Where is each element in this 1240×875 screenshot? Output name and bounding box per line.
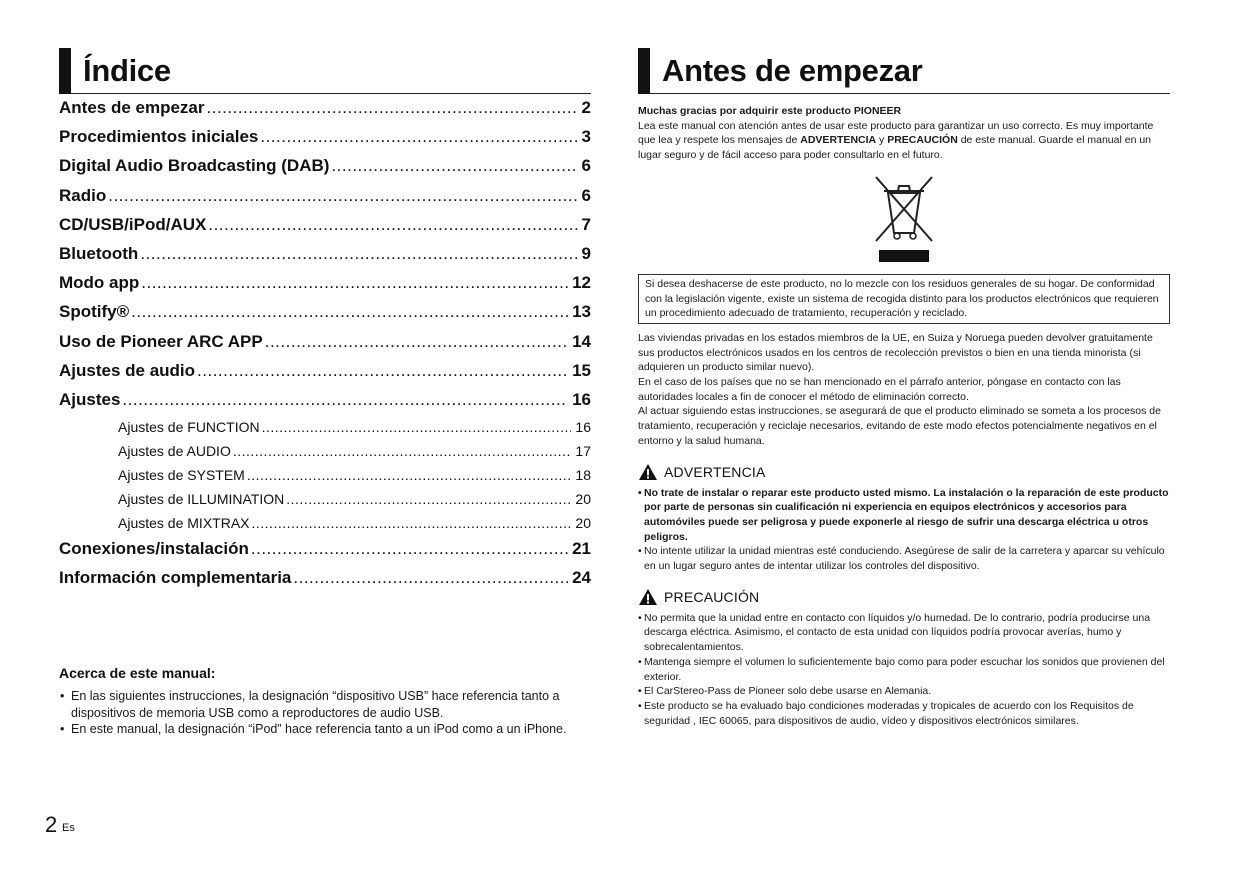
list-item: • El CarStereo-Pass de Pioneer solo debe usarse en Alemania. [638,684,1170,699]
intro-text: de este manual. Guarde el manual en un lugar seguro y de fácil acceso para poder consultarlo en el futuro. [638,134,1152,162]
caution-heading [638,586,1170,608]
toc-page: 14 [572,331,591,351]
toc-entry-procedimientos-iniciales[interactable] [59,127,591,156]
toc-label: CD/USB/iPod/AUX [59,214,207,234]
toc-entry-ajustes[interactable] [59,390,591,419]
right-column [638,48,1170,728]
toc-leader [197,361,568,381]
toc-page: 13 [572,302,591,322]
toc-entry-cd-usb-ipod-aux[interactable] [59,215,591,244]
toc-leader [293,568,568,588]
toc-entry-ajustes-de-audio[interactable] [59,361,591,390]
intro-text: y [876,134,888,147]
toc-label: Uso de Pioneer ARC APP [59,331,263,351]
toc-entry-dab[interactable] [59,156,591,185]
toc-page: 6 [581,156,591,176]
toc-label: Ajustes de MIXTRAX [118,515,250,532]
caution-triangle-icon [638,588,658,606]
list-item: • Mantenga siempre el volumen lo suficientemente bajo como para poder escuchar los sonidos que provienen del exterior. [638,655,1170,684]
toc-entry-antes-de-empezar[interactable] [59,98,591,127]
toc-label: Ajustes de ILLUMINATION [118,491,285,508]
toc-label: Spotify® [59,302,130,322]
toc-entry-modo-app[interactable] [59,273,591,302]
toc-label: Ajustes de AUDIO [118,443,231,460]
intro-keyword-caution: PRECAUCIÓN [887,134,958,147]
toc-page: 7 [581,214,591,234]
index-heading [59,48,591,94]
about-manual-title: Acerca de este manual: [59,665,216,681]
title-bar-decoration [59,48,71,94]
toc-subentry-function[interactable] [59,419,591,443]
warning-heading [638,461,1170,483]
toc-page: 15 [572,360,591,380]
before-start-heading [638,48,1170,94]
page-language: Es [62,822,75,834]
toc-leader [207,98,578,118]
toc-page: 6 [581,185,591,205]
warning-title: ADVERTENCIA [664,463,766,480]
toc-leader [331,156,577,176]
toc-entry-radio[interactable] [59,186,591,215]
toc-leader [131,302,568,322]
caution-list [638,611,1170,729]
toc-page: 20 [575,491,591,508]
toc-entry-conexiones-instalacion[interactable] [59,539,591,568]
index-title: Índice [83,52,171,88]
toc-leader [252,515,572,531]
toc-leader [251,539,568,559]
warning-list [638,486,1170,574]
toc-page: 20 [575,515,591,532]
toc-page: 21 [572,539,591,559]
eu-paragraph: En el caso de los países que no se han mencionado en el párrafo anterior, póngase en contacto con las autoridades locales a fin de conocer el método de eliminación correcto. [638,376,1121,403]
toc-label: Ajustes de SYSTEM [118,467,245,484]
toc-label: Información complementaria [59,568,292,588]
toc-label: Ajustes [59,389,121,409]
toc-entry-bluetooth[interactable] [59,244,591,273]
toc-leader [286,491,571,507]
toc-label: Antes de empezar [59,98,205,117]
page-number: 2 [45,812,58,837]
table-of-contents [59,98,591,597]
toc-page: 12 [572,273,591,293]
list-item: • En este manual, la designación “iPod” hace referencia tanto a un iPod como a un iPhone. [59,721,591,738]
toc-leader [208,215,577,235]
toc-leader [233,443,572,459]
toc-leader [265,332,568,352]
about-manual-section [59,665,591,738]
toc-leader [260,127,577,147]
toc-page: 16 [572,389,591,409]
toc-subentry-system[interactable] [59,467,591,491]
list-item: • No permita que la unidad entre en contacto con líquidos y/o humedad. De lo contrario, podría producirse una descarga eléctrica. Asimismo, el contacto de esta unidad con líquidos podría provocar averías, humo y sobrecalentamientos. [638,611,1170,655]
toc-leader [122,390,568,410]
weee-symbol [638,165,1170,270]
intro-body [638,119,1170,163]
toc-leader [140,244,577,264]
intro-keyword-warning: ADVERTENCIA [800,134,877,147]
toc-label: Ajustes de FUNCTION [118,419,260,436]
toc-label: Digital Audio Broadcasting (DAB) [59,156,330,176]
list-item: • No intente utilizar la unidad mientras esté conduciendo. Asegúrese de salir de la carretera y aparcar su vehículo en un lugar seguro antes de intentar utilizar los controles del dispositivo. [638,544,1170,573]
list-item: • Este producto se ha evaluado bajo condiciones moderadas y tropicales de acuerdo con los Requisitos de seguridad , IEC 60065, para dispositivos de audio, vídeo y dispositivos electrónicos similares. [638,699,1170,728]
toc-subentry-audio[interactable] [59,443,591,467]
toc-subentry-illumination[interactable] [59,491,591,515]
title-bar-decoration [638,48,650,94]
toc-leader [141,273,568,293]
toc-label: Conexiones/instalación [59,539,249,559]
toc-entry-informacion-complementaria[interactable] [59,568,591,597]
eu-disposal-text [638,331,1170,449]
eu-paragraph: Al actuar siguiendo estas instrucciones, se asegurará de que el producto eliminado se someta a los procesos de tratamiento, recuperación y reciclaje necesarios, evitando de este modo efectos potencialmente negativos en el entorno y la salud humana. [638,405,1161,447]
toc-label: Ajustes de audio [59,360,196,380]
toc-label: Procedimientos iniciales [59,127,259,147]
eu-paragraph: Las viviendas privadas en los estados miembros de la UE, en Suiza y Noruega pueden devolver gratuitamente sus productos electrónicos usados en los centros de recolección previstos o bien en una tienda minorista (si adquieren un producto similar nuevo). [638,331,1153,374]
toc-label: Modo app [59,273,140,293]
toc-label: Bluetooth [59,243,139,263]
before-start-title: Antes de empezar [662,52,923,88]
toc-page: 16 [575,419,591,436]
toc-page: 18 [575,467,591,484]
intro-heading: Muchas gracias por adquirir este producto PIONEER [638,105,902,117]
toc-leader [262,419,572,435]
left-column [59,48,591,736]
toc-page: 9 [581,243,591,263]
toc-page: 2 [581,98,591,117]
toc-entry-pioneer-arc-app[interactable] [59,332,591,361]
toc-page: 17 [575,443,591,460]
intro-paragraph [638,104,1170,163]
toc-subentry-mixtrax[interactable] [59,515,591,539]
caution-title: PRECAUCIÓN [664,588,760,605]
list-item: • No trate de instalar o reparar este producto usted mismo. La instalación o la reparación de este producto por parte de personas sin cualificación ni experiencia en equipos electrónicos y accesorios para automóviles puede ser peligrosa y puede exponerle al riesgo de sufrir una descarga eléctrica u otros peligros. [638,486,1170,545]
toc-leader [247,467,572,483]
toc-page: 3 [581,127,591,147]
list-item: • En las siguientes instrucciones, la designación “dispositivo USB” hace referencia tanto a dispositivos de memoria USB como a reproductores de audio USB. [59,688,591,721]
toc-leader [108,186,577,206]
toc-page: 24 [572,568,591,588]
toc-label: Radio [59,185,107,205]
about-manual-list [59,688,591,738]
crossed-bin-icon [868,171,940,263]
toc-entry-spotify[interactable] [59,302,591,331]
warning-triangle-icon [638,463,658,481]
intro-text: Lea este manual con atención antes de usar este producto para garantizar un uso correcto. Es muy importante que lea y respete los mensajes de [638,119,1154,147]
disposal-notice-box: Si desea deshacerse de este producto, no lo mezcle con los residuos generales de su hogar. De conformidad con la legislación vigente, existe un sistema de recogida distinto para los productos electrónicos que requieren un procedimiento adecuado de tratamiento, recuperación y reciclado. [638,274,1170,324]
